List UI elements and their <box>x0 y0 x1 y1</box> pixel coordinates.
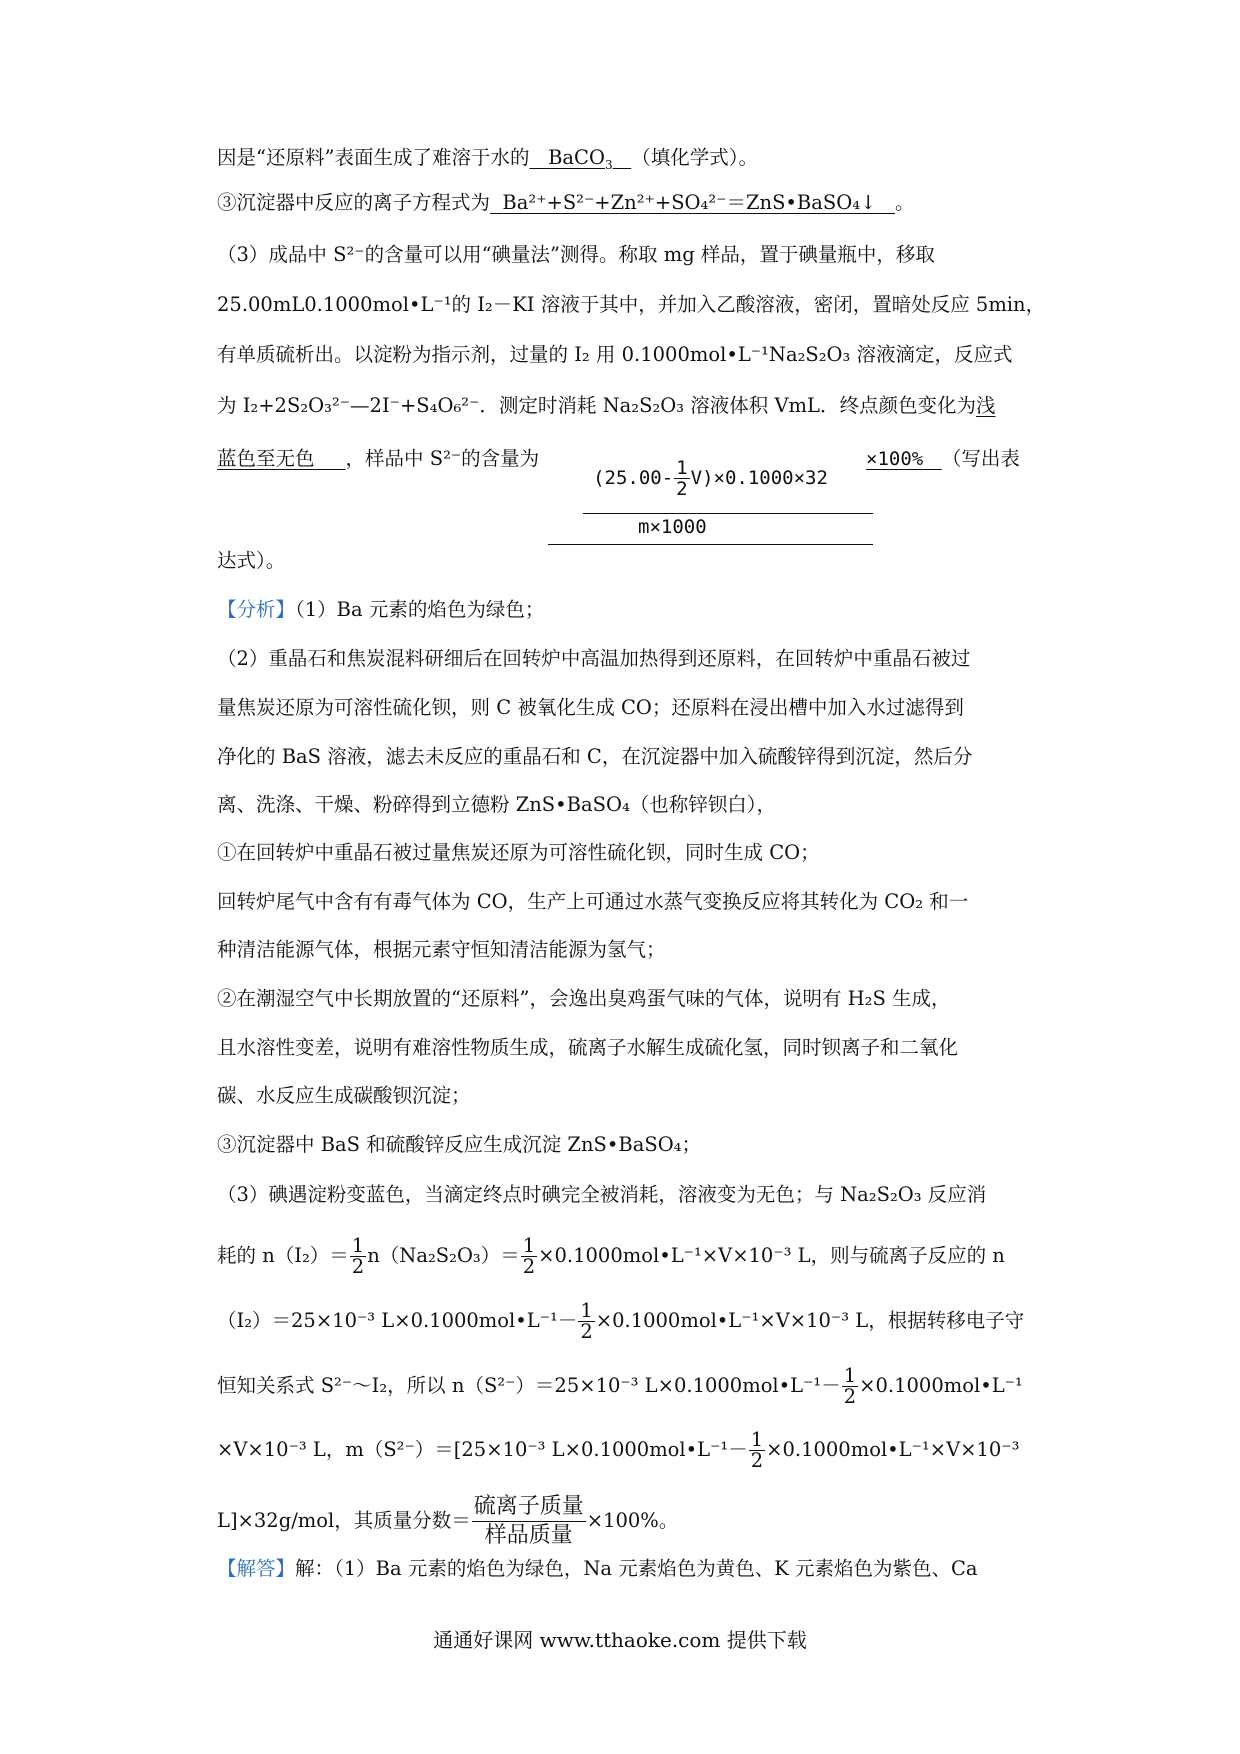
answer-color-part1: 浅 <box>976 394 996 417</box>
answer-color-part2: 蓝色至无色 <box>217 447 315 470</box>
line-22: 耗的 n（I₂）＝ $\frac{1}{2}$ n（Na₂S₂O₃）＝ $\frac{1}{2}$ ×0.1000mol•L⁻¹×V×10⁻³ L，则与硫离子反应的 n <box>217 1234 1005 1278</box>
line-7-tail: ×100% （写出表 <box>866 447 1020 470</box>
line-15: 回转炉尾气中含有有毒气体为 CO，生产上可通过水蒸气变换反应将其转化为 CO₂ 和一 <box>217 890 969 913</box>
line-7: 蓝色至无色 ，样品中 S²⁻的含量为 <box>217 447 540 470</box>
answer-label: 【解答】 <box>217 1557 296 1580</box>
line-4: 25.00mL0.1000mol•L⁻¹的 I₂－KI 溶液于其中，并加入乙酸溶液，密闭，置暗处反应 5min， <box>217 293 1046 316</box>
line-23: （I₂）＝25×10⁻³ L×0.1000mol•L⁻¹－ $\frac{1}{2}$ ×0.1000mol•L⁻¹×V×10⁻³ L，根据转移电子守 <box>217 1299 1025 1343</box>
line-5: 有单质硫析出。以淀粉为指示剂，过量的 I₂ 用 0.1000mol•L⁻¹Na₂S₂O₃ 溶液滴定，反应式 <box>217 343 1013 366</box>
line-24: 恒知关系式 S²⁻～I₂，所以 n（S²⁻）＝25×10⁻³ L×0.1000mol•L⁻¹－ $\frac{1}{2}$ ×0.1000mol•L⁻¹ <box>217 1364 1023 1408</box>
line-14: ①在回转炉中重晶石被过量焦炭还原为可溶性硫化钡，同时生成 CO； <box>217 841 820 864</box>
line-3: （3）成品中 S²⁻的含量可以用“碘量法”测得。称取 mg 样品，置于碘量瓶中，移取 <box>217 243 935 266</box>
answer-heading: 【解答】解：（1）Ba 元素的焰色为绿色，Na 元素焰色为黄色、K 元素焰色为紫色、Ca <box>217 1557 978 1580</box>
line-26: L]×32g/mol，其质量分数＝ $\frac{\text{硫离子质量}}{\text{样品质量}}$ ×100%。 <box>217 1494 679 1548</box>
line-17: ②在潮湿空气中长期放置的“还原料”，会逸出臭鸡蛋气味的气体，说明有 H₂S 生成， <box>217 987 951 1010</box>
line-21: （3）碘遇淀粉变蓝色，当滴定终点时碘完全被消耗，溶液变为无色；与 Na₂S₂O₃ 反应消 <box>217 1183 987 1206</box>
answer-baco3: BaCO$_3$ <box>548 146 613 172</box>
fraction-bar <box>583 513 873 514</box>
line-25: ×V×10⁻³ L，m（S²⁻）＝[25×10⁻³ L×0.1000mol•L⁻¹－ $\frac{1}{2}$ ×0.1000mol•L⁻¹×V×10⁻³ <box>217 1428 1020 1472</box>
line-18: 且水溶性变差，说明有难溶性物质生成，硫离子水解生成硫化氢，同时钡离子和二氧化 <box>217 1036 959 1059</box>
line-20: ③沉淀器中 BaS 和硫酸锌反应生成沉淀 ZnS•BaSO₄； <box>217 1133 701 1156</box>
line-6: 为 I₂+2S₂O₃²⁻—2I⁻+S₄O₆²⁻．测定时消耗 Na₂S₂O₃ 溶液体积 VmL．终点颜色变化为浅 <box>217 394 996 417</box>
answer-ionic-equation: Ba²⁺+S²⁻+Zn²⁺+SO₄²⁻＝ZnS•BaSO₄↓ <box>502 191 877 214</box>
mass-fraction: $\frac{\text{硫离子质量}}{\text{样品质量}}$ <box>473 1494 584 1548</box>
line-19: 碳、水反应生成碳酸钡沉淀； <box>217 1084 471 1107</box>
analysis-label: 【分析】 <box>217 598 296 621</box>
line-13: 离、洗涤、干燥、粉碎得到立德粉 ZnS•BaSO₄（也称锌钡白）， <box>217 793 777 816</box>
line-1: 因是“还原料”表面生成了难溶于水的 BaCO$_3$ （填化学式）。 <box>217 146 758 172</box>
page-footer: 通通好课网 www.tthaoke.com 提供下载 <box>433 1628 807 1652</box>
line-2: ③沉淀器中反应的离子方程式为 Ba²⁺+S²⁻+Zn²⁺+SO₄²⁻＝ZnS•BaSO₄↓ 。 <box>217 191 915 214</box>
answer-underline <box>548 544 873 545</box>
half-fraction: $\frac{1}{2}$ <box>843 1364 857 1408</box>
line-10: （2）重晶石和焦炭混料研细后在回转炉中高温加热得到还原料，在回转炉中重晶石被过 <box>217 647 971 670</box>
analysis-heading: 【分析】（1）Ba 元素的焰色为绿色； <box>217 598 545 621</box>
line-8: 达式）。 <box>217 549 286 572</box>
half-fraction: $\frac{1}{2}$ <box>351 1234 365 1278</box>
half-fraction: $\frac{1}{2}$ <box>522 1234 536 1278</box>
half-fraction: $\frac{1}{2}$ <box>676 457 688 500</box>
line-11: 量焦炭还原为可溶性硫化钡，则 C 被氧化生成 CO；还原料在浸出槽中加入水过滤得到 <box>217 696 964 719</box>
half-fraction: $\frac{1}{2}$ <box>750 1428 764 1472</box>
line-12: 净化的 BaS 溶液，滤去未反应的重晶石和 C，在沉淀器中加入硫酸锌得到沉淀，然后分 <box>217 745 973 768</box>
line-16: 种清洁能源气体，根据元素守恒知清洁能源为氢气； <box>217 938 666 961</box>
half-fraction: $\frac{1}{2}$ <box>580 1299 593 1343</box>
sulfide-content-formula: (25.00- $\frac{1}{2}$ V)×0.1000×32 m×1000 <box>548 458 873 499</box>
